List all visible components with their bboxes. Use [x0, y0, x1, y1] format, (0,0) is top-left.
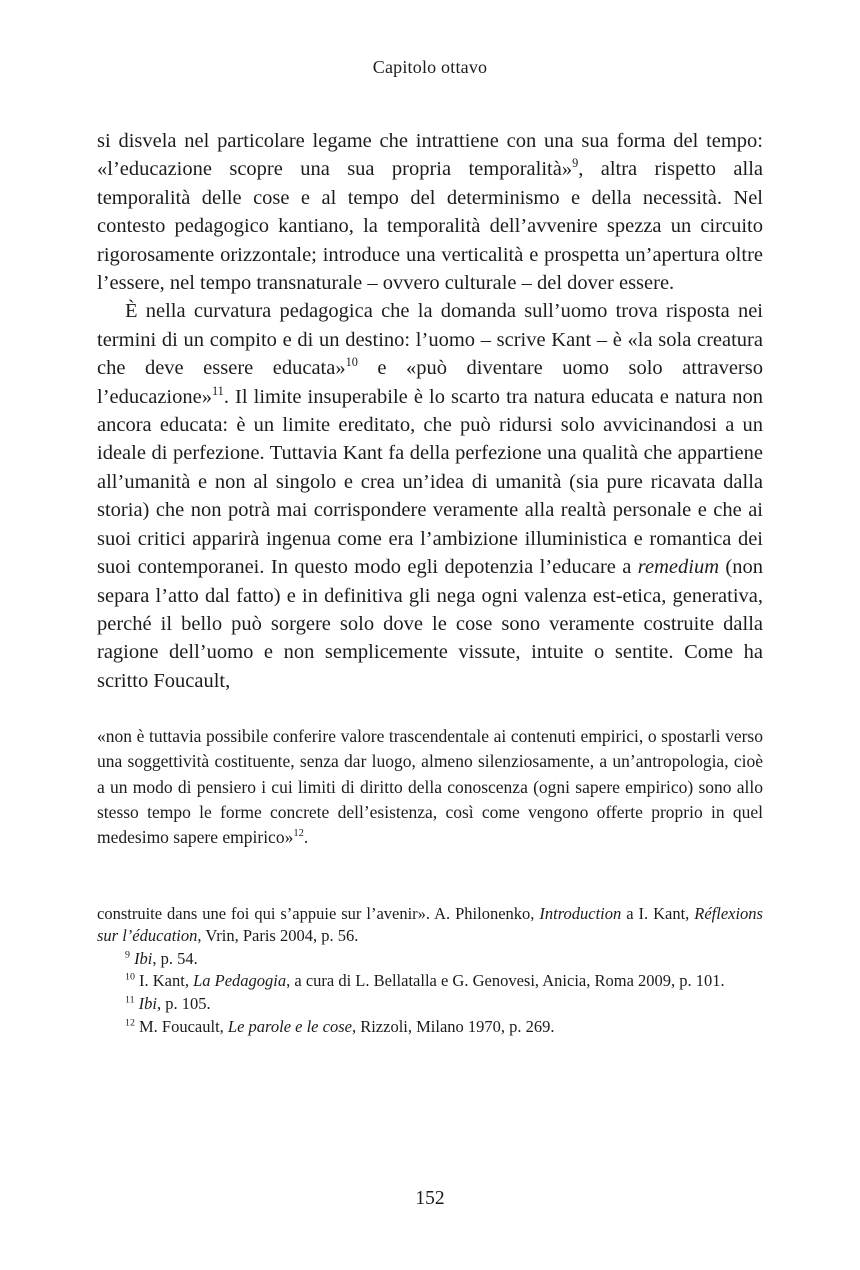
footnote: $^9$ Ibi, p. 54. — [125, 948, 198, 968]
block-quote: «non è tuttavia possibile conferire valore trascendentale ai contenuti empirici, o spostarli verso una soggettività costituente, senza dar luogo, almeno silenziosamente, a un’antropologia, cioè a un modo di pensiero i cui limiti di diritto della conoscenza (ogni sapere empirico) sono allo stesso tempo le forme concrete dell’esistenza, così come vengono offerte proprio in quel medesimo sapere empirico»$^{12}$. — [97, 726, 763, 848]
footnote: $^{10}$ I. Kant, La Pedagogia, a cura di L. Bellatalla e G. Genovesi, Anicia, Roma 2009, p. 101. — [125, 971, 725, 991]
body-text — [97, 127, 763, 695]
page-number: 152 — [415, 1188, 445, 1209]
footnote: $^{11}$ Ibi, p. 105. — [125, 993, 211, 1013]
footnote: construite dans une foi qui s’appuie sur l’avenir». A. Philonenko, Introduction a I. Kant, Réflexions sur l’éducation, Vrin, Paris 2004, p. 56. — [97, 903, 763, 946]
running-header: Capitolo ottavo — [372, 57, 488, 77]
footnotes — [97, 903, 763, 1039]
body-paragraph: È nella curvatura pedagogica che la domanda sull’uomo trova risposta nei termini di un compito e di un destino: l’uomo – scrive Kant – è «la sola creatura che deve essere educata»$^{10}$ e «può diventare uomo solo attraverso l’educazione»$^{11}$. Il limite insuperabile è lo scarto tra natura educata e natura non ancora educata: è un limite ereditato, che può ridursi solo avvicinandosi a un ideale di perfezione. Tuttavia Kant fa della perfezione una qualità che appartiene all’umanità e non al singolo e crea un’idea di umanità (sia pure ricavata dalla storia) che non potrà mai corrispondere veramente alla realtà personale e che ai suoi critici apparirà ingenua come era l’ambizione illuministica e romantica dei suoi contemporanei. In questo modo egli depotenzia l’educare a remedium (non separa l’atto dal fatto) e in definitiva gli nega ogni valenza est-etica, generativa, perché il bello può sorgere solo dove le cose sono veramente costruite dalla ragione dell’uomo e non semplicemente vissute, intuite o sentite. Come ha scritto Foucault, — [97, 300, 763, 692]
footnote: $^{12}$ M. Foucault, Le parole e le cose, Rizzoli, Milano 1970, p. 269. — [125, 1016, 555, 1036]
body-paragraph: si disvela nel particolare legame che intrattiene con una sua forma del tempo: «l’educazione scopre una sua propria temporalità»$^9$, altra rispetto alla temporalità delle cose e al tempo del determinismo e della necessità. Nel contesto pedagogico kantiano, la temporalità dell’avvenire spezza un circuito rigorosamente orizzontale; introduce una verticalità e prospetta un’apertura oltre l’essere, nel tempo transnaturale – ovvero culturale – del dover essere. — [97, 130, 763, 295]
